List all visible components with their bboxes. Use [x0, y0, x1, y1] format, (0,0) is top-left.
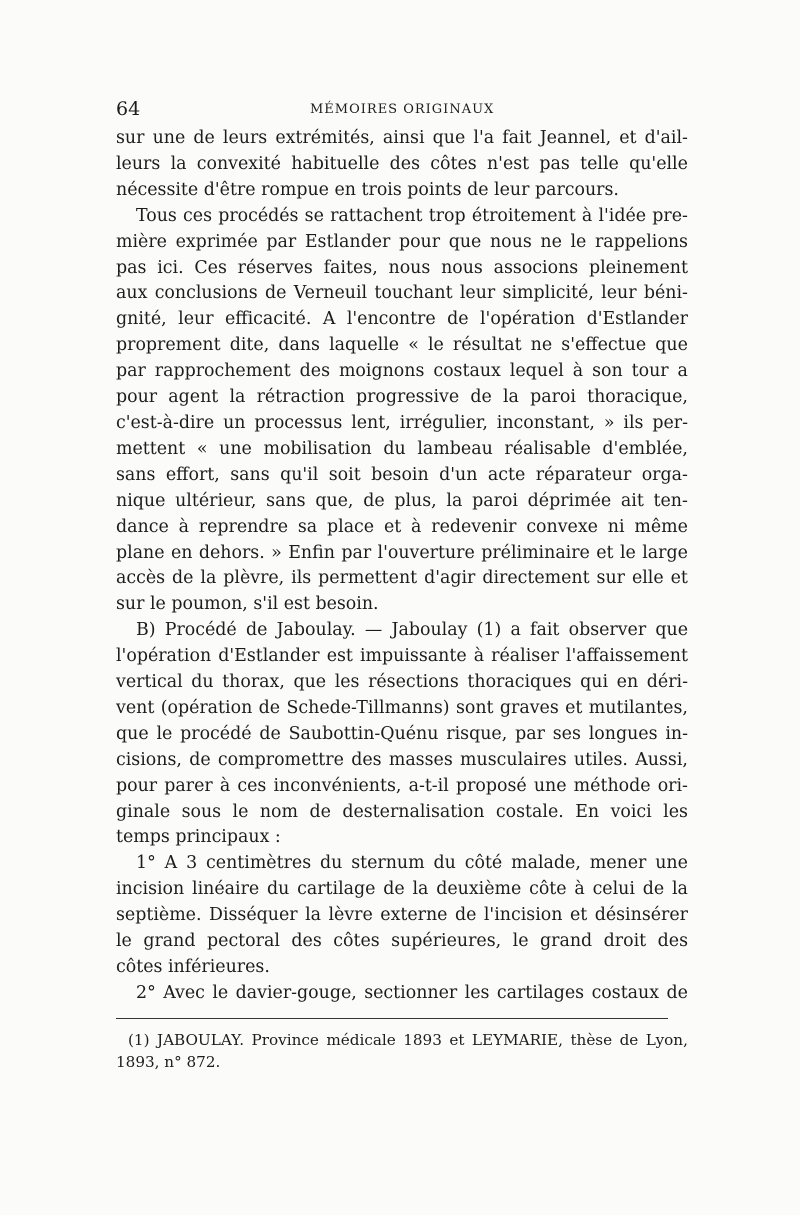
text-line: 2° Avec le davier-gouge, sectionner les cartilages costaux de [136, 982, 688, 1003]
text-line: mière exprimée par Estlander pour que nous ne le rappelions [116, 231, 688, 252]
running-head-title: MÉMOIRES ORIGINAUX [310, 102, 495, 117]
text-line: nécessite d'être rompue en trois points de leur parcours. [116, 179, 619, 200]
text-line: cisions, de compromettre des masses musculaires utiles. Aussi, [116, 749, 688, 770]
text-line: sans effort, sans qu'il soit besoin d'un acte réparateur orga- [116, 464, 688, 485]
text-line: leurs la convexité habituelle des côtes n'est pas telle qu'elle [116, 153, 688, 174]
text-line: que le procédé de Saubottin-Quénu risque, par ses longues in- [116, 723, 688, 744]
text-line: plane en dehors. » Enfin par l'ouverture préliminaire et le large [116, 542, 688, 563]
text-line: 1° A 3 centimètres du sternum du côté malade, mener une [136, 853, 688, 874]
text-line: côtes inférieures. [116, 957, 270, 977]
text-line: pour agent la rétraction progressive de la paroi thoracique, [116, 387, 688, 408]
text-line: B) Procédé de Jaboulay. — Jaboulay (1) a fait observer que [136, 620, 688, 641]
text-line: par rapprochement des moignons costaux lequel à son tour a [116, 361, 688, 382]
text-line: l'opération d'Estlander est impuissante à réaliser l'affaissement [116, 646, 688, 667]
text-line: aux conclusions de Verneuil touchant leur simplicité, leur béni- [116, 283, 688, 304]
text-line: incision linéaire du cartilage de la deuxième côte à celui de la [116, 879, 688, 900]
text-line: mettent « une mobilisation du lambeau réalisable d'emblée, [116, 438, 688, 459]
text-line: c'est-à-dire un processus lent, irrégulier, inconstant, » ils per- [116, 412, 688, 433]
text-line: dance à reprendre sa place et à redevenir convexe ni même [116, 516, 688, 537]
text-line: sur une de leurs extrémités, ainsi que l'a fait Jeannel, et d'ail- [116, 128, 688, 148]
text-line: temps principaux : [116, 827, 281, 848]
text-line: vertical du thorax, que les résections thoraciques qui en déri- [116, 672, 688, 693]
text-line: Tous ces procédés se rattachent trop étroitement à l'idée pre- [136, 205, 688, 226]
page-number: 64 [116, 98, 141, 120]
text-line: ginale sous le nom de desternalisation costale. En voici les [116, 801, 688, 822]
text-line: sur le poumon, s'il est besoin. [116, 594, 379, 615]
body-text [116, 126, 688, 1007]
text-line: vent (opération de Schede-Tillmanns) sont graves et mutilantes, [116, 697, 688, 718]
footnote-line: (1) JABOULAY. Province médicale 1893 et LEYMARIE, thèse de Lyon, [128, 1030, 688, 1049]
footnote-rule [116, 1018, 668, 1019]
text-line: accès de la plèvre, ils permettent d'agir directement sur elle et [116, 568, 688, 589]
text-line: pas ici. Ces réserves faites, nous nous associons pleinement [116, 257, 688, 278]
page [116, 98, 688, 1073]
text-line: proprement dite, dans laquelle « le résultat ne s'effectue que [116, 335, 688, 356]
running-head [116, 98, 688, 124]
footnote-line: 1893, n° 872. [116, 1052, 221, 1071]
footnotes [116, 1029, 688, 1073]
text-line: le grand pectoral des côtes supérieures, le grand droit des [116, 931, 688, 952]
text-line: septième. Disséquer la lèvre externe de l'incision et désinsérer [116, 905, 688, 926]
text-line: pour parer à ces inconvénients, a-t-il proposé une méthode ori- [116, 775, 688, 796]
text-line: nique ultérieur, sans que, de plus, la paroi déprimée ait ten- [116, 490, 688, 511]
text-line: gnité, leur efficacité. A l'encontre de l'opération d'Estlander [116, 309, 688, 330]
